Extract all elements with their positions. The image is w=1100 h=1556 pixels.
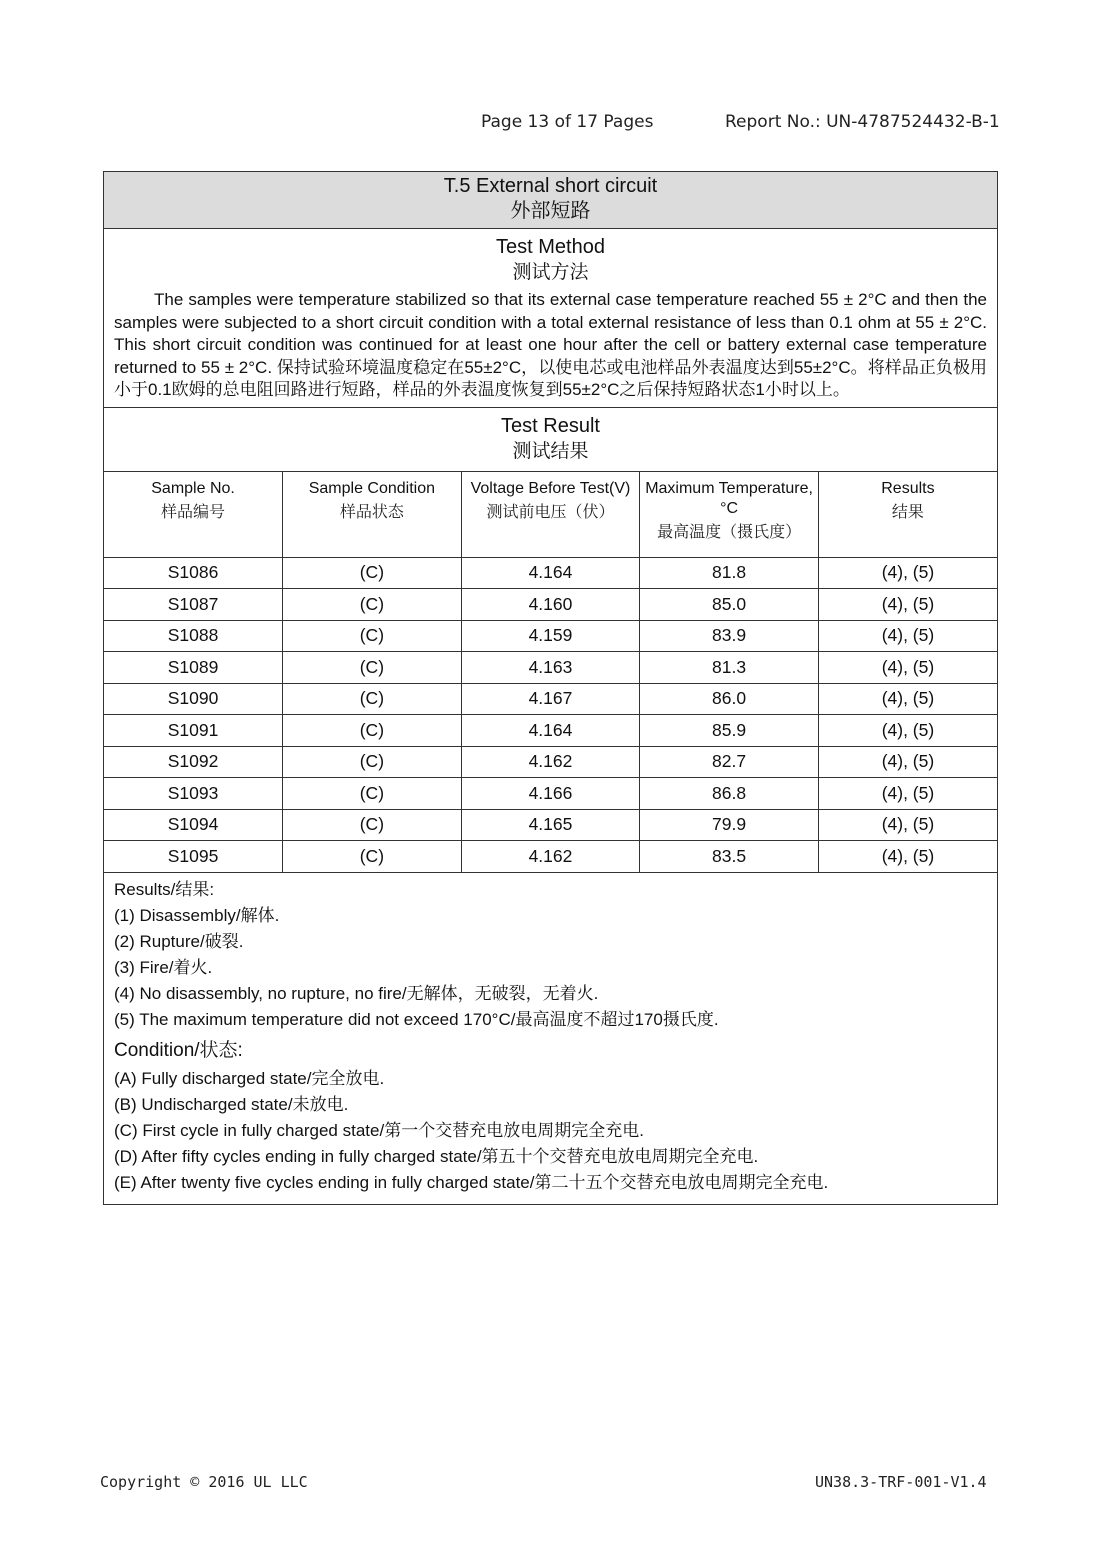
results-legend (114, 903, 987, 1033)
copyright-text: Copyright © 2016 UL LLC (100, 1473, 308, 1491)
result-heading (104, 408, 997, 472)
table-cell: 86.0 (640, 683, 819, 715)
table-cell: 4.167 (461, 683, 640, 715)
table-row (104, 620, 997, 652)
table-cell: S1090 (104, 683, 283, 715)
table-cell: 4.160 (461, 589, 640, 621)
test-title-en: T.5 External short circuit (443, 175, 658, 197)
page-number: Page 13 of 17 Pages (481, 112, 654, 132)
table-cell: 81.3 (640, 652, 819, 684)
table-cell: (C) (283, 715, 462, 747)
table-cell: 81.8 (640, 557, 819, 589)
table-cell: 4.166 (461, 778, 640, 810)
method-heading-cn: 测试方法 (512, 262, 589, 283)
table-cell: (C) (283, 652, 462, 684)
table-cell: (4), (5) (818, 841, 997, 873)
result-heading-en: Test Result (501, 414, 600, 437)
table-body (104, 557, 997, 872)
table-cell: (C) (283, 620, 462, 652)
table-header-row (104, 472, 997, 558)
table-cell: 83.5 (640, 841, 819, 873)
results-legend-item: (1) Disassembly/解体. (114, 905, 280, 925)
method-description (104, 286, 997, 408)
table-cell: (4), (5) (818, 746, 997, 778)
col-sample-no: Sample No. 样品编号 (104, 472, 283, 558)
table-cell: 86.8 (640, 778, 819, 810)
table-cell: S1086 (104, 557, 283, 589)
table-cell: 4.163 (461, 652, 640, 684)
table-cell: 4.162 (461, 841, 640, 873)
table-cell: (C) (283, 746, 462, 778)
table-cell: (4), (5) (818, 778, 997, 810)
table-row (104, 589, 997, 621)
table-cell: 85.9 (640, 715, 819, 747)
test-box (103, 171, 998, 1205)
page-header (0, 112, 1100, 138)
results-legend-item: (3) Fire/着火. (114, 957, 213, 977)
report-number: Report No.: UN-4787524432-B-1 (725, 112, 1000, 132)
table-cell: 82.7 (640, 746, 819, 778)
condition-legend-item: (B) Undischarged state/未放电. (114, 1094, 349, 1114)
condition-legend-item: (E) After twenty five cycles ending in fully charged state/第二十五个交替充电放电周期完全充电. (114, 1172, 829, 1192)
table-cell: (4), (5) (818, 652, 997, 684)
table-cell: S1091 (104, 715, 283, 747)
table-cell: (4), (5) (818, 683, 997, 715)
condition-legend-item: (C) First cycle in fully charged state/第一个交替充电放电周期完全充电. (114, 1120, 644, 1140)
table-cell: (4), (5) (818, 589, 997, 621)
table-cell: (4), (5) (818, 715, 997, 747)
table-row (104, 683, 997, 715)
condition-legend-item: (A) Fully discharged state/完全放电. (114, 1068, 385, 1088)
table-cell: S1095 (104, 841, 283, 873)
table-cell: (C) (283, 683, 462, 715)
table-cell: 79.9 (640, 809, 819, 841)
table-cell: S1094 (104, 809, 283, 841)
table-cell: S1089 (104, 652, 283, 684)
results-legend-title: Results/结果: (114, 879, 215, 899)
result-heading-cn: 测试结果 (512, 440, 589, 462)
table-cell: (4), (5) (818, 620, 997, 652)
table-cell: (C) (283, 589, 462, 621)
table-cell: S1087 (104, 589, 283, 621)
table-row (104, 841, 997, 873)
table-cell: (4), (5) (818, 557, 997, 589)
table-row (104, 746, 997, 778)
results-table (104, 472, 997, 873)
table-cell: 83.9 (640, 620, 819, 652)
results-legend-item: (2) Rupture/破裂. (114, 931, 244, 951)
table-cell: 85.0 (640, 589, 819, 621)
test-title (104, 172, 997, 229)
table-row (104, 809, 997, 841)
table-cell: 4.162 (461, 746, 640, 778)
table-row (104, 557, 997, 589)
method-paragraph: The samples were temperature stabilized so that its external case temperature reached 55 ± 2°C and then the samples were subjected to a short circuit condition with a total external resistance of less than 0.1 ohm at 55 ± 2°C. This short circuit condition was continued for at least one hour after the cell or battery external case temperature returned to 55 ± 2°C. 保持试验环境温度稳定在55±2°C，以使电芯或电池样品外表温度达到55±2°C。将样品正负极用小于0.1欧姆的总电阻回路进行短路，样品的外表温度恢复到55±2°C之后保持短路状态1小时以上。 (114, 290, 987, 399)
col-max-temperature: Maximum Temperature, °C 最高温度（摄氏度） (640, 472, 819, 558)
table-row (104, 652, 997, 684)
table-cell: (C) (283, 841, 462, 873)
table-row (104, 778, 997, 810)
table-row (104, 715, 997, 747)
table-cell: (C) (283, 778, 462, 810)
notes-section (104, 873, 997, 1204)
table-cell: 4.165 (461, 809, 640, 841)
col-results: Results 结果 (818, 472, 997, 558)
table-cell: 4.159 (461, 620, 640, 652)
condition-legend (114, 1066, 987, 1196)
table-cell: (C) (283, 809, 462, 841)
table-cell: (4), (5) (818, 809, 997, 841)
results-legend-item: (5) The maximum temperature did not exceed 170°C/最高温度不超过170摄氏度. (114, 1009, 719, 1029)
table-cell: 4.164 (461, 715, 640, 747)
results-legend-item: (4) No disassembly, no rupture, no fire/无解体，无破裂，无着火. (114, 983, 599, 1003)
table-cell: S1092 (104, 746, 283, 778)
condition-legend-item: (D) After fifty cycles ending in fully charged state/第五十个交替充电放电周期完全充电. (114, 1146, 759, 1166)
table-cell: S1093 (104, 778, 283, 810)
table-cell: S1088 (104, 620, 283, 652)
method-heading-en: Test Method (496, 236, 605, 258)
col-sample-condition: Sample Condition 样品状态 (283, 472, 462, 558)
method-heading (104, 229, 997, 286)
form-number: UN38.3-TRF-001-V1.4 (815, 1473, 987, 1491)
condition-legend-title: Condition/状态: (114, 1039, 243, 1061)
test-title-cn: 外部短路 (510, 200, 591, 222)
col-voltage: Voltage Before Test(V) 测试前电压（伏） (461, 472, 640, 558)
table-cell: (C) (283, 557, 462, 589)
table-cell: 4.164 (461, 557, 640, 589)
